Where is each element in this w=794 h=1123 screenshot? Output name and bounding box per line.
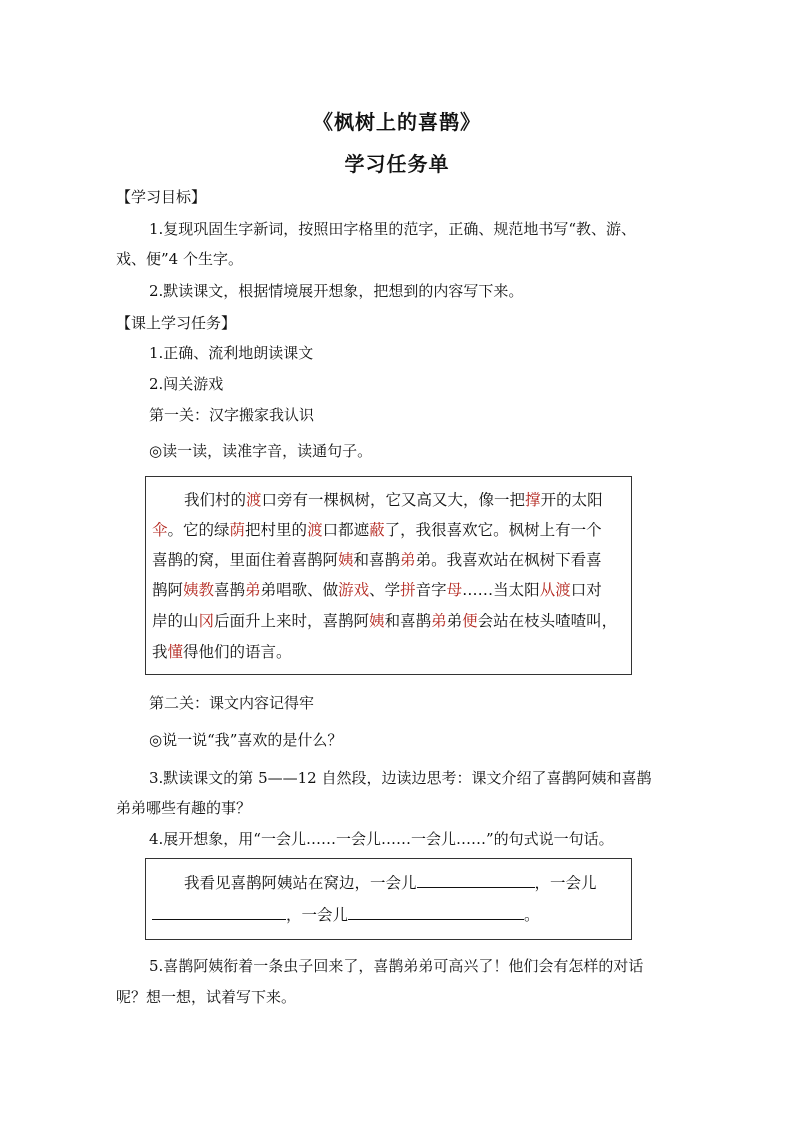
passage-line-1: 我们村的渡口旁有一棵枫树，它又高又大，像一把撑开的太阳	[184, 491, 603, 509]
document-title: 《枫树上的喜鹊》	[313, 110, 481, 134]
blank-2[interactable]	[152, 903, 286, 920]
task-5-line-1: 5.喜鹊阿姨衔着一条虫子回来了，喜鹊弟弟可高兴了！他们会有怎样的对话	[149, 957, 644, 975]
section-heading-goals: 【学习目标】	[116, 188, 207, 206]
task-5-line-2: 呢？想一想，试着写下来。	[116, 988, 297, 1006]
read-prompt: ◎读一读，读准字音，读通句子。	[149, 442, 373, 460]
task-1: 1.正确、流利地朗读课文	[149, 344, 314, 362]
passage-line-4: 鹊阿姨教喜鹊弟弟唱歌、做游戏、学拼音字母……当太阳从渡口对	[152, 581, 602, 599]
blank-3[interactable]	[348, 903, 524, 920]
fill-in-box	[145, 858, 632, 940]
task-4: 4.展开想象，用“一会儿……一会儿……一会儿……”的句式说一句话。	[149, 830, 614, 848]
passage-line-6: 我懂得他们的语言。	[152, 643, 292, 661]
passage-line-2: 伞。它的绿荫把村里的渡口都遮蔽了，我很喜欢它。枫树上有一个	[152, 521, 602, 539]
document-subtitle: 学习任务单	[344, 152, 450, 176]
section-heading-tasks: 【课上学习任务】	[116, 314, 237, 332]
level-2-title: 第二关：课文内容记得牢	[149, 694, 315, 712]
goal-1-line-2: 戏、便”4 个生字。	[116, 250, 243, 268]
task-3-line-2: 弟弟哪些有趣的事？	[116, 799, 252, 817]
passage-line-5: 岸的山冈后面升上来时，喜鹊阿姨和喜鹊弟弟便会站在枝头喳喳叫，	[152, 612, 618, 630]
task-2: 2.闯关游戏	[149, 375, 224, 393]
goal-2: 2.默读课文，根据情境展开想象，把想到的内容写下来。	[149, 282, 524, 300]
goal-1-line-1: 1.复现巩固生字新词，按照田字格里的范字，正确、规范地书写“教、游、	[149, 220, 636, 238]
blank-1[interactable]	[417, 871, 535, 888]
passage-line-3: 喜鹊的窝，里面住着喜鹊阿姨和喜鹊弟弟。我喜欢站在枫树下看喜	[152, 551, 602, 569]
fill-line-1: 我看见喜鹊阿姨站在窝边，一会儿 ，一会儿	[184, 871, 597, 894]
fill-line-2: ，一会儿 。	[152, 903, 540, 926]
say-prompt: ◎说一说“我”喜欢的是什么？	[149, 731, 343, 749]
level-1-title: 第一关：汉字搬家我认识	[149, 406, 315, 424]
reading-passage-box	[145, 476, 632, 675]
task-3-line-1: 3.默读课文的第 5——12 自然段，边读边思考：课文介绍了喜鹊阿姨和喜鹊	[149, 769, 652, 787]
